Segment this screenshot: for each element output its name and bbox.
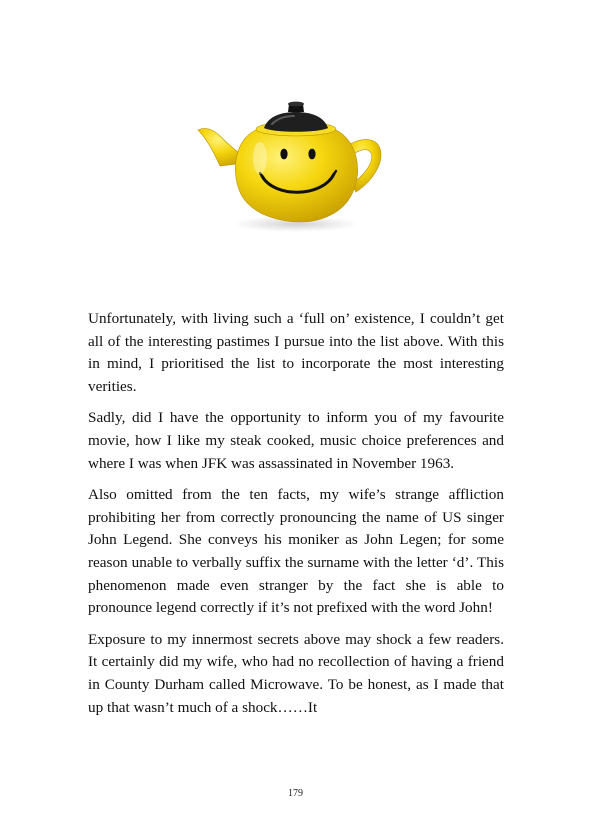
page-number: 179 <box>288 788 303 799</box>
smiley-teapot-icon <box>190 96 400 246</box>
body-text <box>88 308 504 728</box>
paragraph-4: Exposure to my innermost secrets above may shock a few readers. It certainly did my wife, who had no recollection of having a friend in County Durham called Microwave. To be honest, as I made that up that wasn’t much of a shock……It <box>88 630 504 716</box>
paragraph-3: Also omitted from the ten facts, my wife’s strange affliction prohibiting her from correctly pronouncing the name of US singer John Legend. She conveys his moniker as John Legen; for some reason unable to verbally suffix the surname with the letter ‘d’. This phenomenon made even stranger by the fact she is able to pronounce legend correctly if it’s not prefixed with the word John! <box>88 486 504 617</box>
paragraph-2: Sadly, did I have the opportunity to inform you of my favourite movie, how I like my steak cooked, music choice preferences and where I was when JFK was assassinated in November 1963. <box>88 409 504 472</box>
paragraph-1: Unfortunately, with living such a ‘full on’ existence, I couldn’t get all of the interesting pastimes I pursue into the list above. With this in mind, I prioritised the list to incorporate the most interesting verities. <box>88 310 504 395</box>
